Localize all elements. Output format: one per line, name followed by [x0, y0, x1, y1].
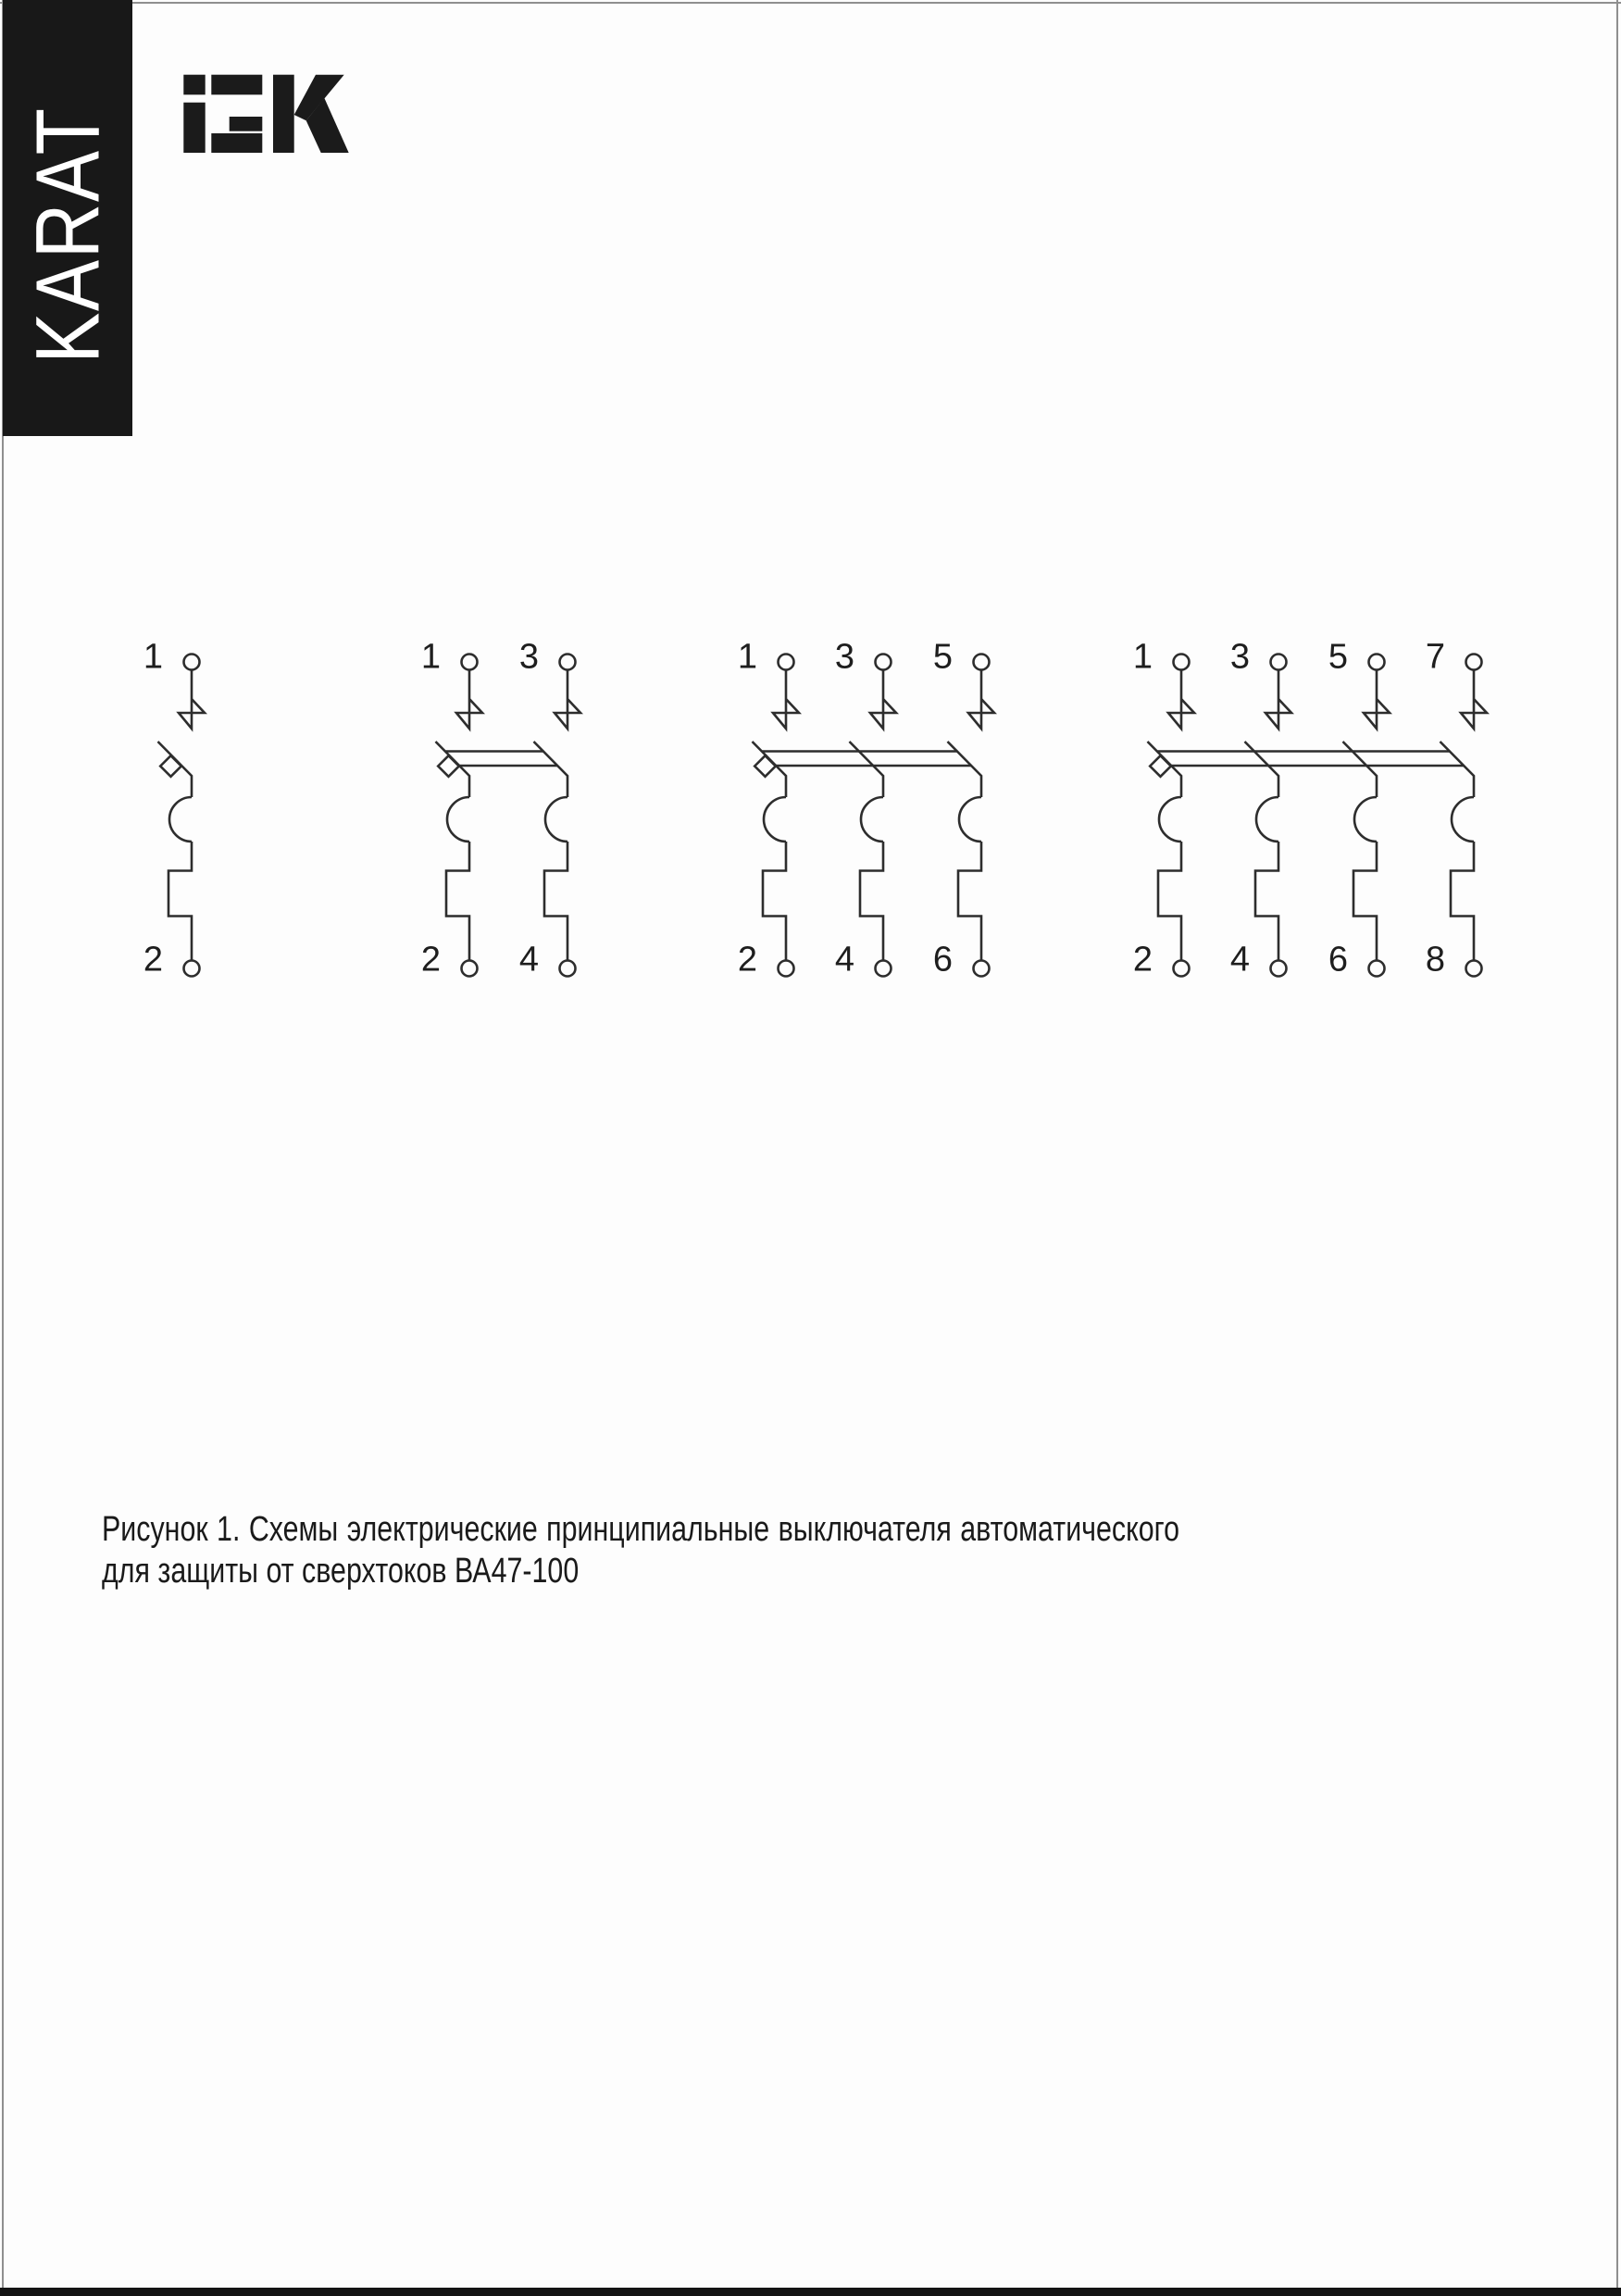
terminal-label-bottom: 6: [1328, 940, 1348, 980]
release-diamond: [1150, 755, 1171, 777]
terminal-label-bottom: 2: [420, 940, 441, 980]
figure-caption-line-2: для защиты от сверхтоков ВА47-100: [102, 1552, 580, 1591]
pole-conductor-path: [1245, 670, 1292, 961]
trip-linkage-lines: [1158, 752, 1465, 767]
release-diamond: [754, 755, 776, 777]
terminal-label-top: 1: [1132, 637, 1153, 677]
terminal-label-bottom: 4: [518, 940, 539, 980]
terminal-circle-bottom: [876, 961, 892, 977]
terminal-label-top: 1: [420, 637, 441, 677]
breaker-3-pole-pole-2: [835, 638, 896, 980]
pole-conductor-path: [850, 670, 897, 961]
terminal-circle-bottom: [974, 961, 990, 977]
pole-conductor-path: [436, 670, 483, 961]
terminal-label-bottom: 2: [1132, 940, 1153, 980]
terminal-label-top: 5: [932, 637, 953, 677]
release-diamond: [160, 755, 181, 777]
breaker-4-pole: [1133, 638, 1487, 980]
terminal-circle-bottom: [184, 961, 200, 977]
breaker-2-pole-pole-1: [421, 638, 482, 980]
pole-conductor-path: [753, 670, 800, 961]
pole-conductor-path: [1440, 670, 1488, 961]
breaker-4-pole-pole-4: [1426, 638, 1487, 980]
pole-conductor-path: [1148, 670, 1195, 961]
terminal-circle-bottom: [1466, 961, 1482, 977]
terminal-label-top: 1: [143, 637, 163, 677]
terminal-circle-bottom: [1174, 961, 1190, 977]
terminal-label-top: 5: [1328, 637, 1348, 677]
terminal-label-bottom: 4: [1229, 940, 1250, 980]
terminal-label-top: 3: [518, 637, 539, 677]
terminal-circle-top: [462, 655, 478, 670]
figure-caption: [102, 1509, 1179, 1592]
breaker-4-pole-pole-3: [1328, 638, 1390, 980]
breaker-3-pole-pole-1: [738, 638, 799, 980]
terminal-circle-top: [560, 655, 576, 670]
terminal-circle-top: [1369, 655, 1385, 670]
terminal-circle-top: [1466, 655, 1482, 670]
terminal-label-bottom: 6: [932, 940, 953, 980]
breaker-3-pole: [738, 638, 994, 980]
terminal-label-bottom: 4: [834, 940, 854, 980]
terminal-label-top: 1: [737, 637, 757, 677]
breaker-4-pole-pole-2: [1230, 638, 1291, 980]
terminal-circle-top: [779, 655, 794, 670]
breaker-1-pole: [143, 638, 205, 980]
pole-conductor-path: [948, 670, 995, 961]
breaker-2-pole: [421, 638, 580, 980]
terminal-label-bottom: 2: [143, 940, 163, 980]
terminal-label-bottom: 8: [1425, 940, 1445, 980]
release-diamond: [438, 755, 459, 777]
pole-conductor-path: [1343, 670, 1390, 961]
terminal-circle-top: [1174, 655, 1190, 670]
terminal-circle-top: [876, 655, 892, 670]
terminal-circle-bottom: [1369, 961, 1385, 977]
figure-caption-line-1: Рисунок 1. Схемы электрические принципиальные выключателя автоматического: [102, 1510, 1179, 1549]
breaker-4-pole-pole-1: [1133, 638, 1194, 980]
terminal-circle-bottom: [779, 961, 794, 977]
breaker-1-pole-pole-1: [143, 638, 205, 980]
terminal-label-top: 3: [1229, 637, 1250, 677]
pole-conductor-path: [158, 670, 206, 961]
terminal-circle-top: [974, 655, 990, 670]
karat-banner-label: KARAT: [17, 106, 118, 364]
breaker-2-pole-pole-2: [519, 638, 580, 980]
breaker-3-pole-pole-3: [933, 638, 994, 980]
trip-linkage-lines: [446, 752, 558, 767]
terminal-circle-top: [184, 655, 200, 670]
terminal-circle-bottom: [1271, 961, 1287, 977]
terminal-label-top: 3: [834, 637, 854, 677]
terminal-label-bottom: 2: [737, 940, 757, 980]
pole-conductor-path: [534, 670, 581, 961]
terminal-circle-bottom: [560, 961, 576, 977]
terminal-label-top: 7: [1425, 637, 1445, 677]
terminal-circle-bottom: [462, 961, 478, 977]
terminal-circle-top: [1271, 655, 1287, 670]
